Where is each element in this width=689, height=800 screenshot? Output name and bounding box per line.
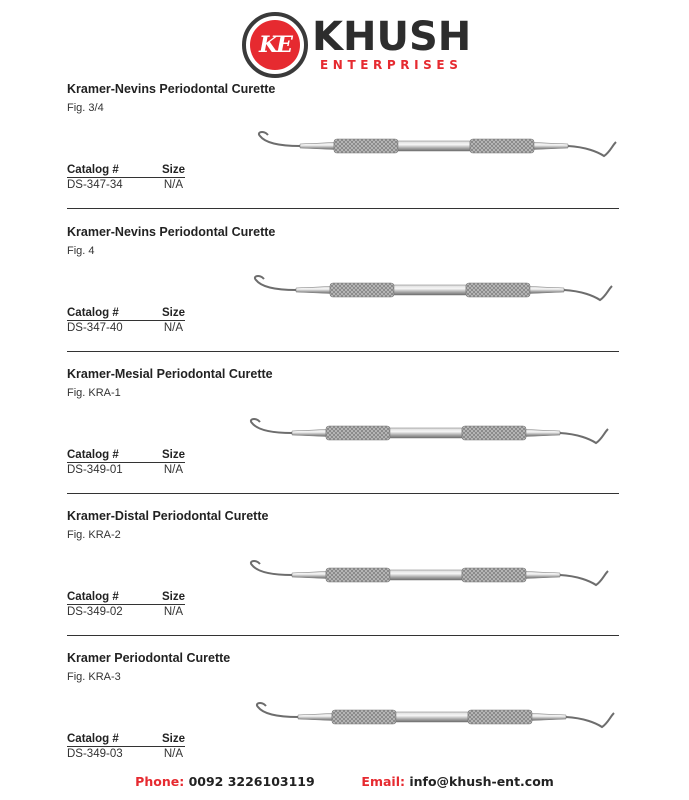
phone-number[interactable]: 0092 3226103119	[188, 774, 315, 789]
size-value: N/A	[163, 322, 183, 334]
size-header: Size	[161, 307, 185, 319]
product-figure: Fig. 3/4	[67, 102, 104, 114]
size-header: Size	[161, 449, 185, 461]
size-header: Size	[161, 733, 185, 745]
catalog-header: Catalog #	[67, 733, 119, 745]
spec-row	[67, 605, 185, 618]
phone-label: Phone:	[135, 774, 185, 789]
size-value: N/A	[163, 464, 183, 476]
spec-row	[67, 463, 185, 476]
product-title: Kramer Periodontal Curette	[67, 651, 231, 665]
brand-name: KHUSH	[312, 14, 472, 60]
spec-header-row	[67, 164, 185, 178]
email-link[interactable]: info@khush-ent.com	[409, 774, 554, 789]
spec-table	[67, 733, 185, 760]
size-header: Size	[161, 591, 185, 603]
product-title: Kramer-Nevins Periodontal Curette	[67, 225, 276, 239]
brand-subtitle: ENTERPRISES	[320, 58, 463, 72]
catalog-header: Catalog #	[67, 591, 119, 603]
spec-header-row	[67, 307, 185, 321]
spec-table	[67, 164, 185, 191]
size-header: Size	[161, 164, 185, 176]
company-logo	[242, 12, 472, 78]
product-title: Kramer-Distal Periodontal Curette	[67, 509, 269, 523]
spec-header-row	[67, 591, 185, 605]
catalog-header: Catalog #	[67, 164, 119, 176]
spec-row	[67, 178, 185, 191]
email-label: Email:	[361, 774, 405, 789]
catalog-number: DS-349-02	[67, 606, 123, 618]
spec-row	[67, 321, 185, 334]
catalog-header: Catalog #	[67, 449, 119, 461]
logo-badge-text: KE	[250, 20, 300, 70]
curette-image	[248, 270, 618, 310]
section-divider	[67, 208, 619, 209]
curette-image	[244, 555, 614, 595]
curette-image	[250, 697, 620, 737]
product-figure: Fig. KRA-2	[67, 529, 121, 541]
spec-header-row	[67, 449, 185, 463]
product-figure: Fig. 4	[67, 245, 95, 257]
product-title: Kramer-Mesial Periodontal Curette	[67, 367, 273, 381]
section-divider	[67, 635, 619, 636]
curette-image	[244, 413, 614, 453]
spec-table	[67, 449, 185, 476]
spec-row	[67, 747, 185, 760]
section-divider	[67, 351, 619, 352]
catalog-number: DS-349-03	[67, 748, 123, 760]
catalog-number: DS-347-40	[67, 322, 123, 334]
catalog-number: DS-347-34	[67, 179, 123, 191]
spec-table	[67, 591, 185, 618]
size-value: N/A	[163, 606, 183, 618]
size-value: N/A	[163, 748, 183, 760]
catalog-number: DS-349-01	[67, 464, 123, 476]
contact-footer	[0, 774, 689, 789]
logo-badge	[242, 12, 308, 78]
product-title: Kramer-Nevins Periodontal Curette	[67, 82, 276, 96]
spec-header-row	[67, 733, 185, 747]
product-figure: Fig. KRA-1	[67, 387, 121, 399]
size-value: N/A	[163, 179, 183, 191]
product-figure: Fig. KRA-3	[67, 671, 121, 683]
section-divider	[67, 493, 619, 494]
catalog-header: Catalog #	[67, 307, 119, 319]
spec-table	[67, 307, 185, 334]
curette-image	[252, 126, 622, 166]
